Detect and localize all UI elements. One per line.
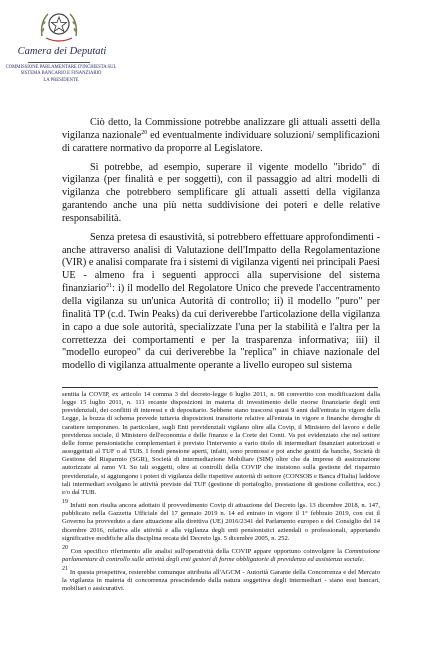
footnote: $^{20}$ Con specifico riferimento alle analisi sull'operatività della COVIP appare opportuno coinvolgere la Commissione parlamentare di controllo sulle attività degli enti gestori di forme obbligatorie di previdenza ed assistenza sociale. bbox=[62, 544, 380, 563]
footnotes bbox=[62, 391, 380, 599]
footnote-number: 20 bbox=[62, 544, 68, 551]
commission-line: LA PRESIDENTE bbox=[43, 77, 79, 83]
footnote-divider bbox=[62, 387, 378, 388]
footnote-number: 21 bbox=[62, 566, 68, 573]
paragraph: Si potrebbe, ad esempio, superare il vigente modello "ibrido" di vigilanza (per finalità e per soggetti), con il passaggio ad altri modelli di vigilanza che potrebbero semplificare gli attuali assetti della vigilanza garantendo anche una più netta suddivisione dei poteri e delle relative responsabilità. bbox=[62, 161, 380, 224]
paragraph: Ciò detto, la Commissione potrebbe analizzare gli attuali assetti della vigilanza nazionale$^{20}$ ed eventualmente individuare soluzioni/ semplificazioni di carattere normativo da proporre al Legislatore. bbox=[62, 117, 380, 154]
commission-line: SISTEMA BANCARIO E FINANZIARIO bbox=[20, 71, 102, 77]
footnote-number: 19 bbox=[62, 499, 68, 506]
footnote: $^{19}$ Infatti non risulta ancora adottato il provvedimento Covip di attuazione del Decreto lgs. 13 dicembre 2018, n. 147, pubblicato nella Gazzetta Ufficiale del 17 gennaio 2019 n. 14 ed entrato in vigore il 1° febbraio 2019, con cui il Governo ha provveduto a dare attuazione alla direttiva (UE) 2016/2341 del Parlamento europeo e del Consiglio del 14 dicembre 2016, relativa alle attività e alla vigilanza degli enti pensionistici aziendali o professionali, apportando significative modifiche alla disciplina recata del Decreto lgs. 5 dicembre 2005, n. 252. bbox=[62, 499, 380, 542]
footnote-ref[interactable]: 21 bbox=[106, 283, 113, 290]
chamber-name: Camera dei Deputati bbox=[17, 46, 107, 57]
footnote-ref[interactable]: 20 bbox=[141, 129, 148, 136]
main-text bbox=[62, 117, 380, 379]
commission-name bbox=[2, 65, 120, 84]
header-divider bbox=[28, 62, 90, 63]
letterhead bbox=[0, 0, 428, 100]
footnote: $^{21}$ In questa prospettiva, resterebbe comunque attribuita all'AGCM - Autorità Garante della Concorrenza e del Mercato la vigilanza in materia di concorrenza prescindendo dalla natura soggettiva degli intermediari - siano essi bancari, mobiliari o assicurativi. bbox=[62, 566, 380, 593]
footnote-continuation: sentita la COVIP, ex articolo 14 comma 3 del decreto-legge 6 luglio 2011, n. 98 convertito con modificazioni dalla legge 15 luglio 2011, n. 111 recante disposizioni in materia di investimento delle risorse finanziarie degli enti previdenziali, dei conflitti di interessi e di depositario. Sebbene siano trascorsi quasi 9 anni dall'entrata in vigore della Legge, la bozza di schema prevede tuttavia disposizioni transitorie relative all'entrata in vigore e finanche deroghe di carattere temporaneo. In particolare, sugli Enti previdenziali vigilano oltre alla Covip, il Ministero del lavoro e delle previdenza sociale, il Ministero dell'economia e delle finanze e la Corte dei Conti. Va poi evidenziato che nel settore delle forme pensionistiche complementari è previsto l'intervento a vario titolo di intermediari finanziari autorizzati e assoggettati al TUF o al TUB. I fondi pensione aperti, infatti, sono promossi e poi anche gestiti da banche, Società di Gestione del Risparmio (SGR), Società di intermediazione Mobiliare (SIM) oltre che da imprese di assicurazione autorizzate al ramo VI. Su tali soggetti, oltre ai controlli della COVIP che insistono sulla gestione del risparmio previdenziale, si aggiungono i poteri di vigilanza delle rispettive autorità di settore (CONSOB e Banca d'Italia) laddove tali intermediari svolgano le attività previste dal TUF (gestione di portafoglio, prestazione di gestione collettiva, ecc.) e/o dal TUB. bbox=[62, 391, 380, 496]
italian-republic-emblem-icon bbox=[38, 6, 80, 46]
commission-line: COMMISSIONE PARLAMENTARE D'INCHIESTA SUL bbox=[5, 65, 117, 70]
paragraph: Senza pretesa di esaustività, si potrebbero effettuare approfondimenti - anche attraverso analisi di Valutazione dell'Impatto della Regolamentazione (VIR) e analisi comparate fra i sistemi di vigilanza vigenti nei principali Paesi UE - almeno fra i seguenti approcci alla supervisione del sistema finanziario$^{21}$: i) il modello del Regolatore Unico che prevede l'accentramento della vigilanza su un'unica Autorità di controllo; ii) il modello "puro" per finalità TP (c.d. Twin Peaks) da cui deriverebbe l'articolazione della vigilanza in capo a due sole autorità, specializzate l'una per la stabilità e l'altra per la correttezza dei comportamenti e per la trasparenza informativa; iii) il "modello europeo" da cui deriverebbe la "replica" in chiave nazionale del modello di vigilanza attualmente operante a livello europeo sul sistema bbox=[62, 231, 380, 372]
